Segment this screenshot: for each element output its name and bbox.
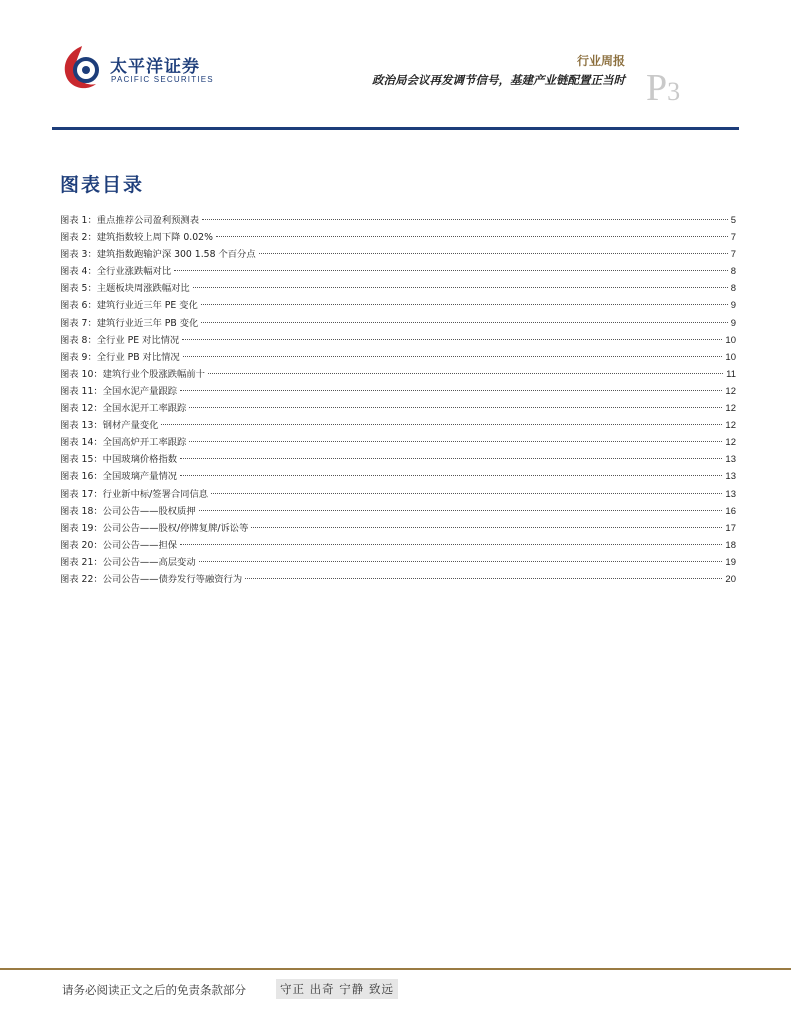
toc-leader-dots bbox=[180, 458, 722, 459]
toc-entry-label: 图表 2：建筑指数较上周下降 0.02% bbox=[60, 232, 213, 244]
toc-entry-label: 图表 20：公司公告——担保 bbox=[60, 539, 178, 551]
footer-divider bbox=[0, 968, 791, 970]
toc-entry-page: 5 bbox=[730, 215, 736, 226]
toc-leader-dots bbox=[174, 270, 728, 271]
toc-entry-label: 图表 3：建筑指数跑输沪深 300 1.58 个百分点 bbox=[60, 249, 256, 261]
toc-leader-dots bbox=[201, 304, 728, 305]
toc-entry-page: 10 bbox=[725, 351, 736, 363]
toc-entry[interactable] bbox=[60, 417, 736, 434]
toc-entry-label: 图表 6：建筑行业近三年 PE 变化 bbox=[60, 300, 198, 312]
toc-leader-dots bbox=[199, 510, 723, 511]
toc-heading: 图表目录 bbox=[60, 174, 145, 196]
toc-entry[interactable] bbox=[60, 554, 736, 571]
toc-entry-label: 图表 19：公司公告——股权/停牌复牌/诉讼等 bbox=[60, 522, 249, 534]
toc-entry-label: 图表 9：全行业 PB 对比情况 bbox=[60, 351, 180, 363]
page-number-value: 3 bbox=[667, 77, 681, 106]
toc-leader-dots bbox=[161, 424, 722, 425]
toc-entry[interactable] bbox=[60, 315, 736, 332]
toc-leader-dots bbox=[245, 578, 722, 579]
toc-entry[interactable] bbox=[60, 349, 736, 366]
report-type: 行业周报 bbox=[576, 54, 625, 68]
footer-motto: 守正 出奇 宁静 致远 bbox=[276, 979, 398, 999]
toc-entry[interactable] bbox=[60, 520, 736, 537]
report-title: 政治局会议再发调节信号，基建产业链配置正当时 bbox=[372, 73, 625, 87]
toc-entry-page: 12 bbox=[725, 437, 736, 449]
toc-entry-page: 12 bbox=[725, 420, 736, 432]
toc-entry-page: 19 bbox=[725, 556, 736, 568]
toc-entry[interactable] bbox=[60, 246, 736, 263]
toc-leader-dots bbox=[199, 561, 723, 562]
page-number bbox=[646, 66, 680, 110]
toc-entry-label: 图表 21：公司公告——高层变动 bbox=[60, 556, 196, 568]
toc-entry-label: 图表 7：建筑行业近三年 PB 变化 bbox=[60, 317, 199, 329]
toc-entry[interactable] bbox=[60, 400, 736, 417]
toc-entry-page: 13 bbox=[725, 488, 736, 500]
toc-entry-page: 12 bbox=[725, 385, 736, 397]
toc-entry-label: 图表 1：重点推荐公司盈利预测表 bbox=[60, 215, 200, 226]
logo-english-name: PACIFIC SECURITIES bbox=[111, 75, 214, 84]
toc-leader-dots bbox=[251, 527, 722, 528]
toc-leader-dots bbox=[259, 253, 728, 254]
toc-entry-page: 8 bbox=[730, 266, 736, 278]
toc-entry[interactable] bbox=[60, 366, 736, 383]
toc-entry-label: 图表 16：全国玻璃产量情况 bbox=[60, 471, 178, 483]
toc-entry-page: 8 bbox=[730, 283, 736, 295]
toc-leader-dots bbox=[208, 373, 723, 374]
toc-entry[interactable] bbox=[60, 332, 736, 349]
toc-leader-dots bbox=[182, 339, 722, 340]
toc-leader-dots bbox=[183, 356, 723, 357]
toc-entry[interactable] bbox=[60, 468, 736, 485]
toc-entry[interactable] bbox=[60, 280, 736, 297]
toc-list bbox=[60, 212, 736, 588]
toc-entry[interactable] bbox=[60, 263, 736, 280]
toc-leader-dots bbox=[189, 407, 722, 408]
toc-entry-label: 图表 12：全国水泥开工率跟踪 bbox=[60, 403, 187, 415]
toc-entry-page: 17 bbox=[725, 522, 736, 534]
toc-entry-page: 13 bbox=[725, 471, 736, 483]
toc-entry-page: 18 bbox=[725, 539, 736, 551]
toc-entry-page: 10 bbox=[725, 334, 736, 346]
pacific-securities-logo-icon bbox=[58, 44, 106, 92]
toc-entry[interactable] bbox=[60, 434, 736, 451]
toc-entry-label: 图表 10：建筑行业个股涨跌幅前十 bbox=[60, 368, 205, 380]
toc-entry[interactable] bbox=[60, 486, 736, 503]
toc-entry[interactable] bbox=[60, 503, 736, 520]
toc-entry[interactable] bbox=[60, 571, 736, 588]
logo-chinese-name: 太平洋证券 bbox=[110, 57, 200, 77]
toc-entry-page: 16 bbox=[725, 505, 736, 517]
toc-entry[interactable] bbox=[60, 229, 736, 246]
toc-entry[interactable] bbox=[60, 297, 736, 314]
toc-entry-page: 12 bbox=[725, 403, 736, 415]
toc-leader-dots bbox=[201, 322, 727, 323]
toc-entry-label: 图表 14：全国高炉开工率跟踪 bbox=[60, 437, 187, 449]
toc-entry-label: 图表 8：全行业 PE 对比情况 bbox=[60, 334, 180, 346]
toc-entry-label: 图表 5：主题板块周涨跌幅对比 bbox=[60, 283, 190, 295]
toc-entry-page: 7 bbox=[730, 232, 736, 244]
toc-leader-dots bbox=[180, 544, 722, 545]
toc-entry-page: 13 bbox=[725, 454, 736, 466]
toc-entry-label: 图表 17：行业新中标/签署合同信息 bbox=[60, 488, 209, 500]
toc-leader-dots bbox=[202, 219, 728, 220]
page-prefix: P bbox=[646, 67, 668, 109]
toc-entry-page: 11 bbox=[726, 368, 736, 380]
toc-leader-dots bbox=[216, 236, 728, 237]
toc-entry[interactable] bbox=[60, 451, 736, 468]
toc-entry-label: 图表 11：全国水泥产量跟踪 bbox=[60, 385, 178, 397]
toc-entry-page: 20 bbox=[725, 573, 736, 585]
toc-entry[interactable] bbox=[60, 212, 736, 229]
toc-entry-label: 图表 15：中国玻璃价格指数 bbox=[60, 454, 178, 466]
toc-entry-label: 图表 18：公司公告——股权质押 bbox=[60, 505, 196, 517]
toc-entry-label: 图表 22：公司公告——债券发行等融资行为 bbox=[60, 573, 243, 585]
toc-entry-page: 9 bbox=[730, 317, 736, 329]
company-logo bbox=[58, 44, 248, 92]
toc-entry[interactable] bbox=[60, 383, 736, 400]
toc-entry-page: 9 bbox=[730, 300, 736, 312]
toc-leader-dots bbox=[193, 287, 728, 288]
toc-leader-dots bbox=[180, 390, 722, 391]
toc-leader-dots bbox=[211, 493, 722, 494]
header-divider bbox=[52, 127, 739, 130]
toc-entry-label: 图表 4：全行业涨跌幅对比 bbox=[60, 266, 172, 278]
toc-entry-page: 7 bbox=[730, 249, 736, 261]
toc-leader-dots bbox=[180, 475, 722, 476]
toc-entry-label: 图表 13：钢材产量变化 bbox=[60, 420, 159, 432]
toc-entry[interactable] bbox=[60, 537, 736, 554]
footer-disclaimer: 请务必阅读正文之后的免责条款部分 bbox=[62, 983, 246, 997]
toc-leader-dots bbox=[189, 441, 722, 442]
